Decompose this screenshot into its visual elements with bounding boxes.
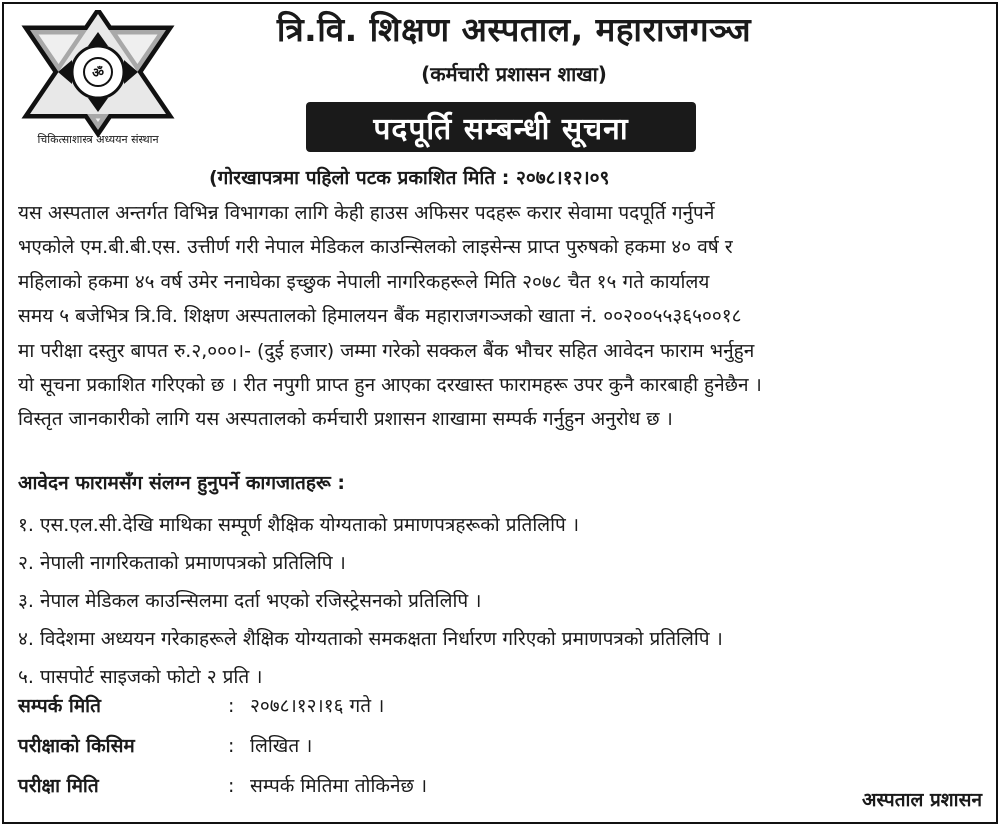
requirement-item: ४. विदेशमा अध्ययन गरेकाहरूले शैक्षिक योग्यताको समकक्षता निर्धारण गरिएको प्रमाणपत्रको प्रतिलिपि । [18,628,723,650]
requirements-list [18,506,723,696]
separator: : [228,695,235,717]
requirement-item: २. नेपाली नागरिकताको प्रमाणपत्रको प्रतिलिपि । [18,552,346,574]
logo-emblem-icon [18,10,178,150]
requirement-item: ५. पासपोर्ट साइजको फोटो २ प्रति । [18,666,263,688]
body-line: मा परीक्षा दस्तुर बापत रु.२,०००।- (दुई हजार) जम्मा गरेको सक्कल बैंक भौचर सहित आवेदन फाराम भर्नुहुन [18,339,755,362]
exam-date-label: परीक्षा मिति [18,775,99,797]
institute-logo [18,10,178,150]
publication-line: (गोरखापत्रमा पहिलो पटक प्रकाशित मिति : २०७८।१२।०९ [209,167,610,189]
separator: : [228,735,235,757]
body-line: महिलाको हकमा ४५ वर्ष उमेर ननाघेका इच्छुक नेपाली नागरिकहरूले मिति २०७८ चैत १५ गते कार्यालय [18,270,710,293]
notice-title [306,102,696,152]
contact-date-row [18,692,384,718]
requirements-heading: आवेदन फारामसँग संलग्न हुनुपर्ने कागजातहरू : [18,472,345,494]
notice-title-text: पदपूर्ति सम्बन्धी सूचना [373,111,629,147]
exam-date-row [18,772,427,798]
requirement-item: १. एस.एल.सी.देखि माथिका सम्पूर्ण शैक्षिक योग्यताको प्रमाणपत्रहरूको प्रतिलिपि । [18,514,580,536]
body-line: विस्तृत जानकारीको लागि यस अस्पतालको कर्मचारी प्रशासन शाखामा सम्पर्क गर्नुहुन अनुरोध छ । [18,408,673,431]
signature: अस्पताल प्रशासन [862,789,982,811]
body-line: यो सूचना प्रकाशित गरिएको छ । रीत नपुगी प्राप्त हुन आएका दरखास्त फारामहरू उपर कुनै कारबाही हुनेछैन । [18,374,762,397]
exam-date-value: सम्पर्क मितिमा तोकिनेछ । [250,775,428,797]
notice-body [18,196,984,437]
contact-date-value: २०७८।१२।१६ गते । [250,695,385,717]
exam-type-label: परीक्षाको किसिम [18,735,135,757]
body-line: समय ५ बजेभित्र त्रि.वि. शिक्षण अस्पतालको हिमालयन बैंक महाराजगञ्जको खाता नं. ००२००५५३६५००१८ [18,305,742,328]
separator: : [228,775,235,797]
contact-date-label: सम्पर्क मिति [18,695,101,717]
exam-type-row [18,732,312,758]
logo-caption: चिकित्साशास्त्र अध्ययन संस्थान [37,133,159,146]
notice [2,2,998,824]
hospital-name: त्रि.वि. शिक्षण अस्पताल, महाराजगञ्ज [276,10,752,49]
svg-text:ॐ: ॐ [92,66,104,81]
department-name: (कर्मचारी प्रशासन शाखा) [421,62,607,86]
exam-type-value: लिखित । [250,735,313,757]
requirement-item: ३. नेपाल मेडिकल काउन्सिलमा दर्ता भएको रजिस्ट्रेसनको प्रतिलिपि । [18,590,482,612]
body-line: यस अस्पताल अन्तर्गत विभिन्न विभागका लागि केही हाउस अफिसर पदहरू करार सेवामा पदपूर्ति गर्नुपर्ने [18,202,715,224]
body-line: भएकोले एम.बी.बी.एस. उत्तीर्ण गरी नेपाल मेडिकल काउन्सिलको लाइसेन्स प्राप्त पुरुषको हकमा ४० वर्ष र [18,236,733,259]
